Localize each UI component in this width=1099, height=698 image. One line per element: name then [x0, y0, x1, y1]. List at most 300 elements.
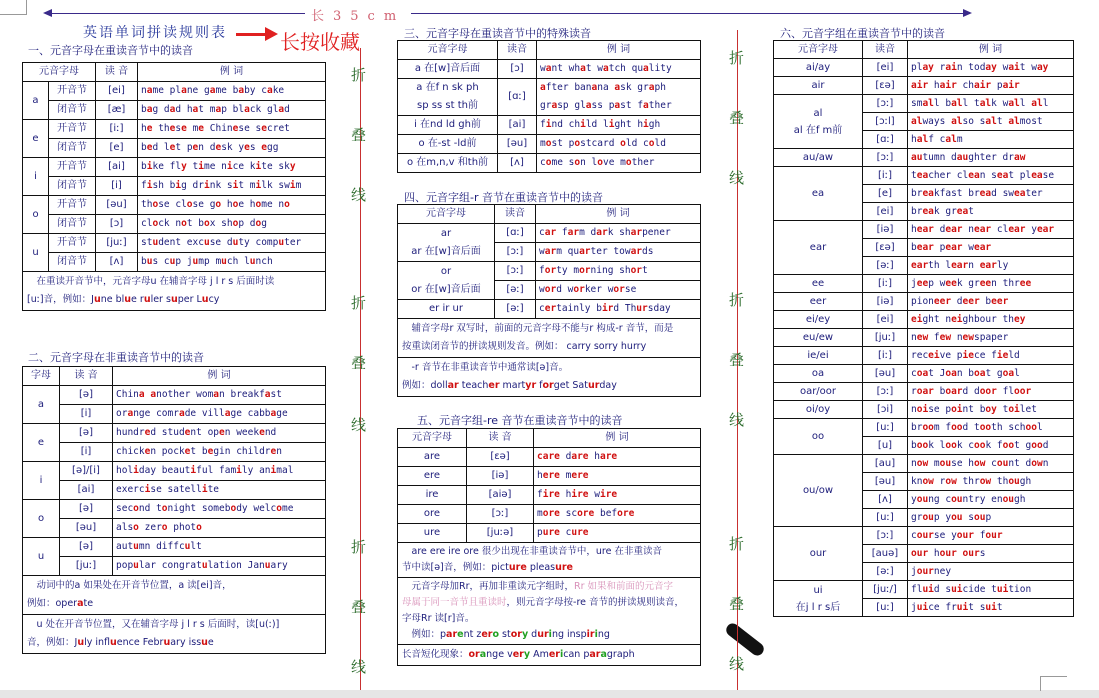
table-row	[774, 419, 1074, 437]
example-words: autumn diffcult	[113, 538, 326, 557]
section-title-1: 一、元音字母在重读音节中的读音	[28, 44, 193, 57]
fold-char: 折	[351, 66, 367, 84]
phonetic-cell: [iː]	[863, 347, 908, 365]
fold-char: 折	[351, 294, 367, 312]
table-row	[23, 443, 326, 462]
table-row	[23, 481, 326, 500]
corner-mark	[1040, 676, 1067, 691]
example-words: pioneer deer beer	[908, 293, 1074, 311]
example-words: bear pear wear	[908, 239, 1074, 257]
table-row	[398, 79, 701, 116]
example-words: care dare hare	[534, 448, 701, 467]
example-words: bag dad hat map black glad	[138, 101, 326, 120]
phonetic-cell: [æ]	[96, 101, 138, 120]
header-row	[774, 41, 1074, 59]
table-special-vowels	[397, 40, 701, 173]
phonetic-cell: [ɛə]	[863, 77, 908, 95]
phonetic-cell: [ei]	[863, 203, 908, 221]
example-words: bed let pen desk yes egg	[138, 139, 326, 158]
column-header: 读 音	[467, 429, 534, 448]
example-words: small ball talk wall all	[908, 95, 1074, 113]
table-row	[774, 365, 1074, 383]
syllable-cell: 闭音节	[49, 101, 96, 120]
table-stressed-vowels	[22, 62, 326, 311]
syllable-cell: 开音节	[49, 82, 96, 101]
column-header: 读音	[498, 41, 537, 60]
phonetic-cell: [ɔː]	[863, 149, 908, 167]
header-row	[398, 205, 701, 224]
phonetic-cell: [ʌ]	[863, 491, 908, 509]
example-words: most postcard old cold	[537, 135, 701, 154]
rule-note: are ere ire ore 很少出现在非重读音节中，ure 在非重读音 节中读[ə]音，例如：picture pleasure	[398, 543, 701, 578]
table-row	[23, 82, 326, 101]
phonetic-cell: [iː]	[96, 120, 138, 139]
example-words: broom food tooth school	[908, 419, 1074, 437]
table-row	[774, 221, 1074, 239]
column-header: 读 音	[60, 367, 113, 386]
table-unstressed-vowels	[22, 366, 326, 654]
table-row	[774, 77, 1074, 95]
fold-char: 线	[351, 186, 367, 204]
table-row	[23, 196, 326, 215]
phonetic-cell: [ɔi]	[863, 401, 908, 419]
table-row	[774, 149, 1074, 167]
phonetic-cell: [iː]	[863, 167, 908, 185]
syllable-cell: 闭音节	[49, 215, 96, 234]
phonetic-cell: [i]	[60, 443, 113, 462]
letter-cell: ai/ay	[774, 59, 863, 77]
table-row	[774, 293, 1074, 311]
example-words: clock not box shop dog	[138, 215, 326, 234]
table-row	[23, 158, 326, 177]
syllable-cell: 开音节	[49, 196, 96, 215]
table-row	[774, 275, 1074, 293]
table-row	[23, 253, 326, 272]
table-row	[398, 467, 701, 486]
letter-cell: o 在-st -ld前	[398, 135, 498, 154]
table-row	[398, 524, 701, 543]
phonetic-cell: [e]	[96, 139, 138, 158]
example-words: find child light high	[537, 116, 701, 135]
phonetic-cell: [ɔ]	[498, 60, 537, 79]
phonetic-cell: [əu]	[96, 196, 138, 215]
example-words: roar board door floor	[908, 383, 1074, 401]
phonetic-cell: [ei]	[863, 311, 908, 329]
header-row	[398, 429, 701, 448]
table-row	[774, 581, 1074, 599]
fold-char: 折	[351, 538, 367, 556]
phonetic-cell: [ɛə]	[467, 448, 534, 467]
phonetic-cell: [aiə]	[467, 486, 534, 505]
letter-cell: e	[23, 424, 60, 462]
phonetic-cell: [əu]	[863, 365, 908, 383]
letter-cell: o	[23, 196, 49, 234]
example-words: group you soup	[908, 509, 1074, 527]
phonetic-cell: [juː]	[96, 234, 138, 253]
phonetic-cell: [ei]	[863, 59, 908, 77]
letter-cell: i	[23, 158, 49, 196]
letter-cell: e	[23, 120, 49, 158]
letter-cell: u	[23, 234, 49, 272]
example-words: car farm dark sharpener	[536, 224, 701, 243]
letter-cell: oar/oor	[774, 383, 863, 401]
letter-cell: ure	[398, 524, 467, 543]
example-words: receive piece field	[908, 347, 1074, 365]
table-row	[774, 383, 1074, 401]
column-header: 元音字母	[398, 429, 467, 448]
table-r-syllables	[397, 204, 701, 397]
phonetic-cell: [ʌ]	[96, 253, 138, 272]
letter-cell: a 在[w]音后面	[398, 60, 498, 79]
phonetic-cell: [juː/]	[863, 581, 908, 599]
example-words: hundred student open weekend	[113, 424, 326, 443]
example-words: fire hire wire	[534, 486, 701, 505]
letter-cell: ei/ey	[774, 311, 863, 329]
phonetic-cell: [ɔː]	[467, 505, 534, 524]
fold-char: 线	[729, 169, 745, 187]
letter-cell: air	[774, 77, 863, 95]
letter-cell: ore	[398, 505, 467, 524]
example-words: fluid suicide tuition	[908, 581, 1074, 599]
rule-note: 元音字母加Rr，再加非重读元字组时，Rr 如果和前面的元音字 母属于同一音节且重读时，则元音字母按-re 音节的拼读规则读音， 字母Rr 读[r]音。 例如：parent zero story during inspiring	[398, 578, 701, 645]
example-words: coat Joan boat goal	[908, 365, 1074, 383]
syllable-cell: 闭音节	[49, 177, 96, 196]
example-words: orange comrade village cabbage	[113, 405, 326, 424]
letter-cell: o 在m,n,v 和th前	[398, 154, 498, 173]
example-words: word worker worse	[536, 281, 701, 300]
letter-cell: oi/oy	[774, 401, 863, 419]
syllable-cell: 闭音节	[49, 253, 96, 272]
header-row	[23, 63, 326, 82]
table-row	[774, 95, 1074, 113]
column-header: 读音	[863, 41, 908, 59]
table-row	[23, 557, 326, 576]
example-words: more score before	[534, 505, 701, 524]
example-words: chicken pocket begin children	[113, 443, 326, 462]
syllable-cell: 开音节	[49, 234, 96, 253]
phonetic-cell: [ə]	[60, 424, 113, 443]
fold-char: 折	[729, 535, 745, 553]
column-header: 元音字母	[398, 41, 498, 60]
syllable-cell: 闭音节	[49, 139, 96, 158]
table-row	[398, 135, 701, 154]
table-row	[398, 224, 701, 243]
example-words: teacher clean seat please	[908, 167, 1074, 185]
table-row	[398, 154, 701, 173]
fold-char: 线	[729, 655, 745, 673]
letter-cell: er ir ur	[398, 300, 495, 319]
letter-cell: oo	[774, 419, 863, 455]
rule-note: 动词中的a 如果处在开音节位置，a 读[ei]音， 例如：operate	[23, 576, 326, 615]
example-words: after banana ask graph grasp glass past father	[537, 79, 701, 116]
rule-note: 辅音字母r 双写时，前面的元音字母不能与r 构成-r 音节，而是 按重读闭音节的拼读规则发音。例如： carry sorry hurry	[398, 319, 701, 358]
phonetic-cell: [auə]	[863, 545, 908, 563]
example-words: book look cook foot good	[908, 437, 1074, 455]
example-words: also zero photo	[113, 519, 326, 538]
table-row	[23, 101, 326, 120]
fold-char: 叠	[351, 354, 367, 372]
example-words: hear dear near clear year	[908, 221, 1074, 239]
letter-cell: al al 在f m前	[774, 95, 863, 149]
table-row	[23, 386, 326, 405]
corner-mark	[0, 0, 27, 15]
phonetic-cell: [iə]	[863, 221, 908, 239]
phonetic-cell: [ai]	[498, 116, 537, 135]
example-words: journey	[908, 563, 1074, 581]
example-words: name plane game baby cake	[138, 82, 326, 101]
table-row	[398, 505, 701, 524]
phonetic-cell: [i]	[60, 405, 113, 424]
letter-cell: o	[23, 500, 60, 538]
phonetic-cell: [iː]	[863, 275, 908, 293]
phonetic-cell: [juː]	[863, 329, 908, 347]
phonetic-cell: [ai]	[60, 481, 113, 500]
ruler-label: 长35cm	[305, 5, 411, 24]
table-row	[398, 486, 701, 505]
phonetic-cell: [ɑː]	[863, 131, 908, 149]
phonetic-cell: [ə]	[60, 538, 113, 557]
table-row	[398, 300, 701, 319]
table-row	[398, 262, 701, 281]
table-row	[774, 401, 1074, 419]
phonetic-cell: [ə]	[60, 386, 113, 405]
table-row	[774, 167, 1074, 185]
header-row	[23, 367, 326, 386]
fold-char: 叠	[351, 598, 367, 616]
letter-cell: a	[23, 82, 49, 120]
letter-cell: ie/ei	[774, 347, 863, 365]
phonetic-cell: [uː]	[863, 599, 908, 617]
column-header: 读音	[495, 205, 536, 224]
example-words: our hour ours	[908, 545, 1074, 563]
example-words: certainly bird Thursday	[536, 300, 701, 319]
fold-char: 叠	[351, 126, 367, 144]
arrow-icon	[236, 33, 266, 36]
table-row	[398, 60, 701, 79]
phonetic-cell: [uː]	[863, 419, 908, 437]
phonetic-cell: [uː]	[863, 509, 908, 527]
section-title-6: 六、元音字组在重读音节中的读音	[780, 27, 945, 40]
table-row	[23, 215, 326, 234]
example-words: second tonight somebody welcome	[113, 500, 326, 519]
letter-cell: a	[23, 386, 60, 424]
length-arrow-line	[45, 13, 970, 14]
phonetic-cell: [ɔː]	[495, 243, 536, 262]
phonetic-cell: [ɔːl]	[863, 113, 908, 131]
fold-char: 折	[729, 49, 745, 67]
example-words: forty morning short	[536, 262, 701, 281]
example-words: popular congratulation January	[113, 557, 326, 576]
table-row	[23, 462, 326, 481]
column-header: 元音字母	[398, 205, 495, 224]
example-words: breakfast bread sweater	[908, 185, 1074, 203]
phonetic-cell: [ʌ]	[498, 154, 537, 173]
letter-cell: ee	[774, 275, 863, 293]
letter-cell: or or 在[w]音后面	[398, 262, 495, 300]
column-header: 例 词	[537, 41, 701, 60]
example-words: warm quarter towards	[536, 243, 701, 262]
table-row	[23, 405, 326, 424]
fold-char: 线	[351, 658, 367, 676]
table-re-syllables	[397, 428, 701, 666]
page-title: 英语单词拼读规则表	[83, 25, 227, 41]
table-vowel-groups	[773, 40, 1074, 617]
letter-cell: ere	[398, 467, 467, 486]
column-header: 例 词	[908, 41, 1074, 59]
example-words: eight neighbour they	[908, 311, 1074, 329]
fold-char: 线	[351, 416, 367, 434]
rule-note: u 处在开音节位置，又在辅音字母 j l r s 后面时，读[u(ː)] 音，例如：July influence February issue	[23, 615, 326, 654]
letter-cell: oa	[774, 365, 863, 383]
example-words: student excuse duty computer	[138, 234, 326, 253]
phonetic-cell: [ɑː]	[495, 224, 536, 243]
column-header: 元音字母	[774, 41, 863, 59]
fold-char: 叠	[729, 595, 745, 613]
phonetic-cell: [ɔː]	[863, 527, 908, 545]
example-words: always also salt almost	[908, 113, 1074, 131]
example-words: holiday beautiful family animal	[113, 462, 326, 481]
example-words: fish big drink sit milk swim	[138, 177, 326, 196]
phonetic-cell: [ɔː]	[495, 262, 536, 281]
table-row	[23, 234, 326, 253]
example-words: here mere	[534, 467, 701, 486]
table-row	[774, 347, 1074, 365]
table-row	[398, 448, 701, 467]
table-row	[23, 120, 326, 139]
example-words: bus cup jump much lunch	[138, 253, 326, 272]
table-row	[23, 139, 326, 158]
column-header: 例 词	[534, 429, 701, 448]
letter-cell: ar ar 在[w]音后面	[398, 224, 495, 262]
example-words: China another woman breakfast	[113, 386, 326, 405]
column-header: 读 音	[96, 63, 138, 82]
column-header: 例 词	[536, 205, 701, 224]
section-title-4: 四、元音字组-r 音节在重读音节中的读音	[404, 191, 603, 204]
phonetic-cell: [əː]	[863, 563, 908, 581]
phonetic-cell: [e]	[863, 185, 908, 203]
phonetic-cell: [ɔ]	[96, 215, 138, 234]
letter-cell: ear	[774, 221, 863, 275]
rule-note: 长音短化现象：orange very American paragraph	[398, 645, 701, 666]
rule-note: 在重读开音节中，元音字母u 在辅音字母 j l r s 后面时读 [uː]音，例如：June blue ruler super Lucy	[23, 272, 326, 311]
example-words: pure cure	[534, 524, 701, 543]
example-words: come son love mother	[537, 154, 701, 173]
example-words: bike fly time nice kite sky	[138, 158, 326, 177]
rule-note: -r 音节在非重读音节中通常读[ə]音。 例如：dollar teacher martyr forget Saturday	[398, 358, 701, 397]
letter-cell: ea	[774, 167, 863, 221]
table-row	[23, 538, 326, 557]
table-row	[774, 59, 1074, 77]
letter-cell: ire	[398, 486, 467, 505]
phonetic-cell: [ei]	[96, 82, 138, 101]
header-row	[398, 41, 701, 60]
example-words: those close go hoe home no	[138, 196, 326, 215]
fold-char: 叠	[729, 351, 745, 369]
example-words: autumn daughter draw	[908, 149, 1074, 167]
letter-cell: eu/ew	[774, 329, 863, 347]
letter-cell: are	[398, 448, 467, 467]
example-words: earth learn early	[908, 257, 1074, 275]
example-words: he these me Chinese secret	[138, 120, 326, 139]
letter-cell: a 在f n sk ph sp ss st th前	[398, 79, 498, 116]
example-words: know row throw though	[908, 473, 1074, 491]
example-words: jeep week green three	[908, 275, 1074, 293]
letter-cell: u	[23, 538, 60, 576]
example-words: noise point boy toilet	[908, 401, 1074, 419]
fold-char: 折	[729, 291, 745, 309]
phonetic-cell: [juː]	[60, 557, 113, 576]
table-row	[774, 527, 1074, 545]
phonetic-cell: [ɔː]	[863, 95, 908, 113]
table-row	[774, 329, 1074, 347]
phonetic-cell: [ai]	[96, 158, 138, 177]
fold-char: 叠	[729, 109, 745, 127]
letter-cell: eer	[774, 293, 863, 311]
example-words: want what watch quality	[537, 60, 701, 79]
column-header: 例 词	[113, 367, 326, 386]
table-row	[23, 177, 326, 196]
letter-cell: i 在nd ld gh前	[398, 116, 498, 135]
example-words: break great	[908, 203, 1074, 221]
column-header: 字母	[23, 367, 60, 386]
table-row	[23, 519, 326, 538]
phonetic-cell: [ə]	[60, 500, 113, 519]
phonetic-cell: [əu]	[498, 135, 537, 154]
phonetic-cell: [əu]	[863, 473, 908, 491]
example-words: juice fruit suit	[908, 599, 1074, 617]
example-words: course your four	[908, 527, 1074, 545]
phonetic-cell: [əː]	[495, 281, 536, 300]
phonetic-cell: [i]	[96, 177, 138, 196]
fold-char: 线	[729, 411, 745, 429]
example-words: half calm	[908, 131, 1074, 149]
example-words: young country enough	[908, 491, 1074, 509]
letter-cell: au/aw	[774, 149, 863, 167]
phonetic-cell: [əu]	[60, 519, 113, 538]
phonetic-cell: [iə]	[863, 293, 908, 311]
example-words: new few newspaper	[908, 329, 1074, 347]
section-title-3: 三、元音字母在重读音节中的特殊读音	[404, 27, 591, 40]
bottom-bar	[0, 690, 1099, 698]
example-words: now mouse how count down	[908, 455, 1074, 473]
phonetic-cell: [əː]	[495, 300, 536, 319]
phonetic-cell: [ɔː]	[863, 383, 908, 401]
table-row	[398, 116, 701, 135]
example-words: air hair chair pair	[908, 77, 1074, 95]
collect-label: 长按收藏	[280, 30, 360, 54]
syllable-cell: 开音节	[49, 158, 96, 177]
letter-cell: ui 在j l r s后	[774, 581, 863, 617]
letter-cell: our	[774, 527, 863, 581]
phonetic-cell: [ɛə]	[863, 239, 908, 257]
phonetic-cell: [ɑː]	[498, 79, 537, 116]
table-row	[774, 455, 1074, 473]
column-header: 例 词	[138, 63, 326, 82]
phonetic-cell: [əː]	[863, 257, 908, 275]
example-words: exercise satellite	[113, 481, 326, 500]
phonetic-cell: [iə]	[467, 467, 534, 486]
syllable-cell: 开音节	[49, 120, 96, 139]
section-title-5: 五、元音字组-re 音节在重读音节中的读音	[417, 414, 623, 427]
phonetic-cell: [ə]/[i]	[60, 462, 113, 481]
section-title-2: 二、元音字母在非重读音节中的读音	[28, 351, 204, 364]
table-row	[774, 311, 1074, 329]
letter-cell: ou/ow	[774, 455, 863, 527]
table-row	[23, 424, 326, 443]
phonetic-cell: [u]	[863, 437, 908, 455]
phonetic-cell: [au]	[863, 455, 908, 473]
column-header: 元音字母	[23, 63, 96, 82]
